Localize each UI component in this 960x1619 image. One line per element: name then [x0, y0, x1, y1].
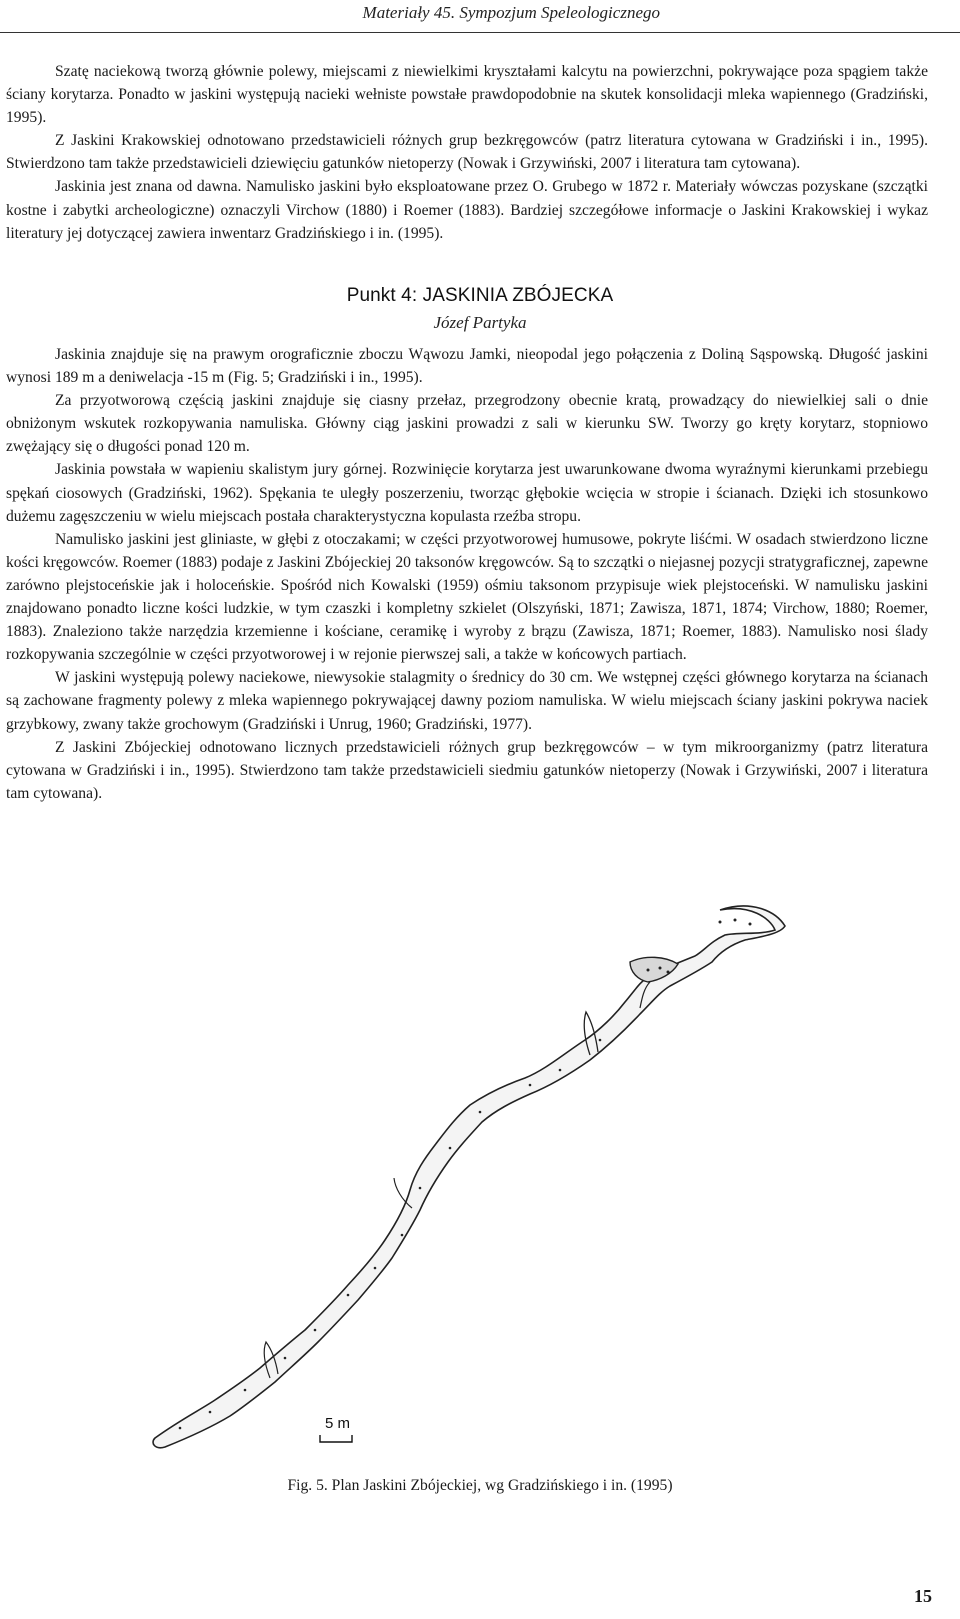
section-text-block [6, 343, 928, 805]
cave-plan-figure [120, 890, 800, 1470]
running-header [0, 0, 960, 36]
page-number: 15 [914, 1586, 932, 1606]
section-author: Józef Partyka [433, 313, 527, 332]
paragraph: Z Jaskini Krakowskiej odnotowano przedstawicieli różnych grup bezkręgowców (patrz literatura cytowana w Gradziński i in., 1995). Stwierdzono tam także przedstawicieli dziewięciu gatunków nietoperzy (Nowak i Grzywiński, 2007 i literatura tam cytowana). [6, 132, 928, 173]
paragraph: Szatę naciekową tworzą głównie polewy, miejscami z niewielkimi kryształami kalcytu na powierzchni, pokrywające poza spągiem także ściany korytarza. Ponadto w jaskini występują nacieki wełniste powstałe prawdopodobnie na skutek konsolidacji mleka wapiennego (Gradziński, 1995). [6, 63, 928, 127]
scale-label: 5 m [325, 1415, 351, 1432]
intro-text-block [6, 60, 928, 245]
paragraph: W jaskini występują polewy naciekowe, niewysokie stalagmity o średnicy do 30 cm. We wstępnej części głównego korytarza na ścianach są zachowane fragmenty polewy z mleka wapiennego pokrywającej dawny poziom namuliska. W wielu miejscach ściany jaskini pokrywa naciek grzybkowy, zwany także grochowym (Gradziński i Unrug, 1960; Gradziński, 1977). [6, 669, 928, 733]
section-heading: Punkt 4: JASKINIA ZBÓJECKA [346, 285, 614, 306]
header-title: Materiały 45. Sympozjum Speleologicznego [362, 3, 660, 22]
paragraph: Jaskinia znajduje się na prawym orograficznie zboczu Wąwozu Jamki, nieopodal jego połączenia z Doliną Sąspowską. Długość jaskini wynosi 189 m a deniwelacja -15 m (Fig. 5; Gradziński i in., 1995). [6, 346, 928, 387]
paragraph: Jaskinia jest znana od dawna. Namulisko jaskini było eksploatowane przez O. Grubego w 1872 r. Materiały wówczas pozyskane (szczątki kostne i zabytki archeologiczne) oznaczyli Virchow (1880) i Roemer (1883). Bardziej szczegółowe informacje o Jaskini Krakowskiej i wykaz literatury jej dotyczącej zawiera inwentarz Gradzińskiego i in. (1995). [6, 178, 928, 242]
header-rule [0, 32, 960, 33]
figure-caption: Fig. 5. Plan Jaskini Zbójeckiej, wg Gradzińskiego i in. (1995) [287, 1477, 673, 1494]
paragraph: Namulisko jaskini jest gliniaste, w głębi z otoczakami; w części przyotworowej humusowe, pokryte liśćmi. W osadach stwierdzono liczne kości kręgowców. Roemer (1883) podaje z Jaskini Zbójeckiej 20 taksonów kręgowców. Są to szczątki o niejasnej pozycji stratygraficznej, zapewne zarówno plejstoceńskie jak i holoceńskie. Spośród nich Kowalski (1959) ośmiu taksonom przypisuje wiek plejstoceński. W namulisku jaskini znajdowano ponadto liczne kości ludzkie, w tym czaszki i kompletny szkielet (Olszyński, 1871; Zawisza, 1871, 1874; Virchow, 1880; Roemer, 1883). Znaleziono także narzędzia krzemienne i kościane, ceramikę i wyroby z brązu (Zawisza, 1871; Roemer, 1883). Namulisko nosi ślady rozkopywania szczególnie w części przyotworowej i w rejonie pierwszej sali, a także w końcowych partiach. [6, 530, 928, 664]
paragraph: Za przyotworową częścią jaskini znajduje się ciasny przełaz, przegrodzony obecnie kratą, prowadzący do niewielkiej sali o dnie obniżonym wskutek rozkopywania namuliska. Główny ciąg jaskini prowadzi z sali w kierunku SW. Tworzy go kręty korytarz, stopniowo zwężający się o długości ponad 120 m. [6, 392, 928, 456]
scale-bar [320, 1435, 352, 1442]
paragraph: Jaskinia powstała w wapieniu skalistym jury górnej. Rozwinięcie korytarza jest uwarunkowane dwoma wyraźnymi kierunkami przebiegu spękań ciosowych (Gradziński, 1962). Spękania te uległy poszerzeniu, tworząc głębokie wcięcia w stropie i ścianach. Dzięki ich stosunkowo dużemu zagęszczeniu w wielu miejscach postała charakterystyczna kopulasta rzeźba stropu. [6, 461, 928, 525]
paragraph: Z Jaskini Zbójeckiej odnotowano licznych przedstawicieli różnych grup bezkręgowców – w tym mikroorganizmy (patrz literatura cytowana w Gradziński i in., 1995). Stwierdzono tam także przedstawicieli siedmiu gatunków nietoperzy (Nowak i Grzywiński, 2007 i literatura tam cytowana). [6, 738, 928, 802]
cave-passage-outline [153, 906, 785, 1448]
